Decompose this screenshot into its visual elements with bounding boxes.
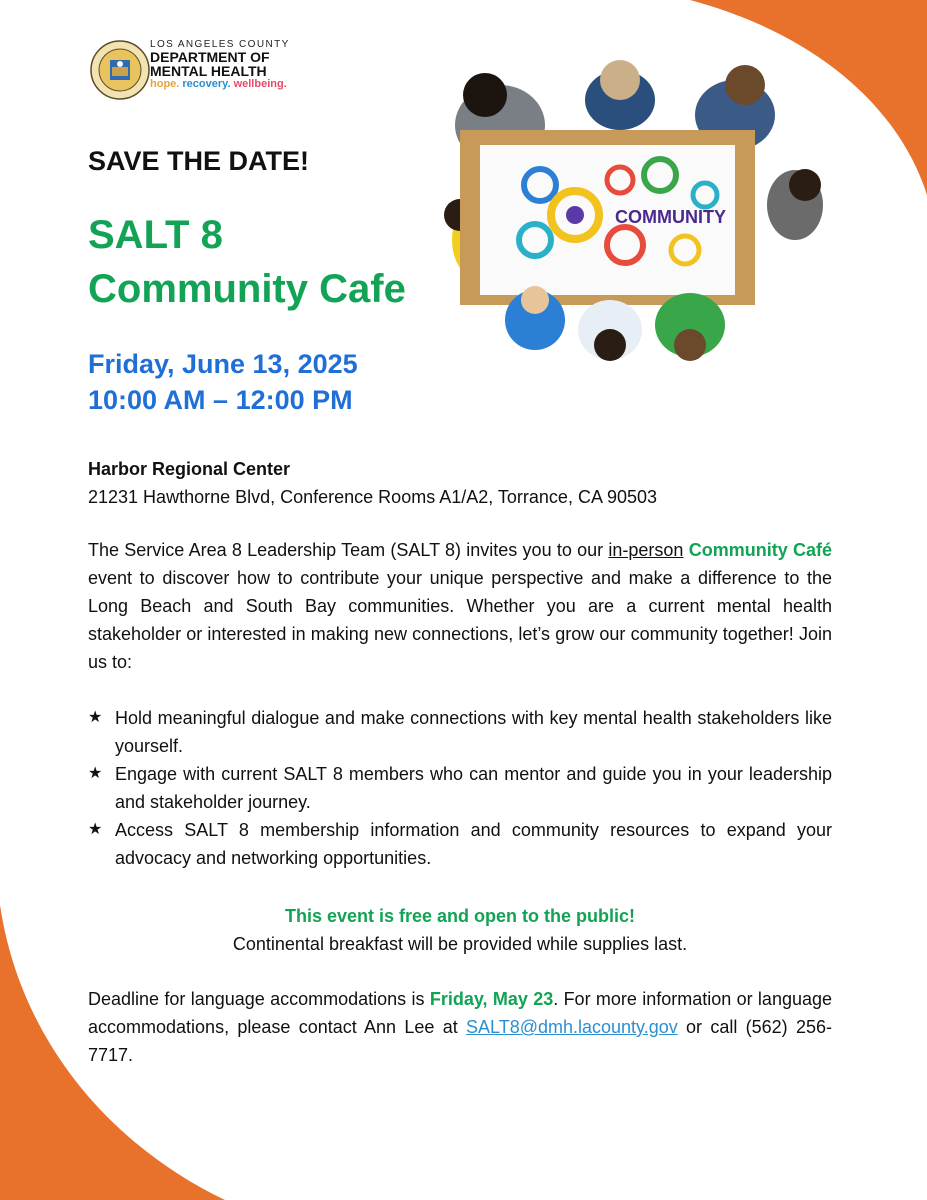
list-item-text: Hold meaningful dialogue and make connections with key mental health stakeholders like yourself.	[115, 708, 832, 756]
free-event-notice	[88, 902, 832, 958]
venue-name: Harbor Regional Center	[88, 459, 291, 479]
venue-address: 21231 Hawthorne Blvd, Conference Rooms A1/A2, Torrance, CA 90503	[88, 487, 658, 507]
logo-department-line: DEPARTMENT OF	[150, 49, 270, 65]
event-title-line1: SALT 8	[88, 213, 223, 257]
tagline-wellbeing: wellbeing.	[233, 78, 287, 90]
list-item	[88, 760, 832, 816]
logo-county-name: LOS ANGELES COUNTY	[150, 39, 290, 50]
event-title-line2: Community Cafe	[88, 267, 406, 311]
save-the-date-heading: SAVE THE DATE!	[88, 146, 310, 176]
community-cafe-text: Community Café	[688, 540, 832, 560]
list-item	[88, 816, 832, 872]
deadline-text-part1: Deadline for language accommodations is	[88, 989, 430, 1009]
tagline-recovery: recovery.	[182, 78, 231, 90]
deadline-paragraph	[88, 985, 832, 1069]
star-bullet-icon: ★	[88, 821, 103, 838]
event-time: 10:00 AM – 12:00 PM	[88, 385, 353, 415]
list-item-text: Engage with current SALT 8 members who can mentor and guide you in your leadership and stakeholder journey.	[115, 764, 832, 812]
event-date: Friday, June 13, 2025	[88, 349, 358, 379]
star-bullet-icon: ★	[88, 765, 103, 782]
community-label: COMMUNITY	[615, 207, 726, 227]
deadline-text-part2: . For more information or language accommodations, please contact Ann Lee at	[88, 989, 833, 1037]
free-event-line: This event is free and open to the public!	[284, 906, 636, 926]
star-bullet-icon: ★	[88, 709, 103, 726]
event-title	[88, 208, 406, 316]
in-person-text: in-person	[608, 540, 684, 560]
department-logo-text	[150, 40, 290, 90]
county-seal-logo	[90, 40, 150, 100]
benefits-list	[88, 704, 832, 872]
intro-text-part2: event to discover how to contribute your unique perspective and make a difference to the Long Beach and South Bay communities. Whether you are a current mental health stakeholder or interested in making new connections, let’s grow our community together! Join us to:	[88, 568, 832, 672]
intro-text-part1: The Service Area 8 Leadership Team (SALT 8) invites you to our	[88, 540, 609, 560]
deadline-date: Friday, May 23	[429, 989, 554, 1009]
list-item	[88, 704, 832, 760]
contact-email-link[interactable]: SALT8@dmh.lacounty.gov	[466, 1017, 678, 1037]
deadline-text-part3: or call (562) 256-7717.	[88, 1017, 832, 1065]
community-table-photo	[440, 55, 860, 375]
logo-tagline	[150, 79, 290, 90]
event-datetime	[88, 346, 358, 418]
event-venue	[88, 455, 848, 511]
logo-mental-health-line: MENTAL HEALTH	[150, 63, 267, 79]
tagline-hope: hope.	[150, 78, 180, 90]
breakfast-line: Continental breakfast will be provided while supplies last.	[232, 934, 688, 954]
list-item-text: Access SALT 8 membership information and community resources to expand your advocacy and networking opportunities.	[115, 820, 832, 868]
intro-paragraph	[88, 536, 832, 676]
